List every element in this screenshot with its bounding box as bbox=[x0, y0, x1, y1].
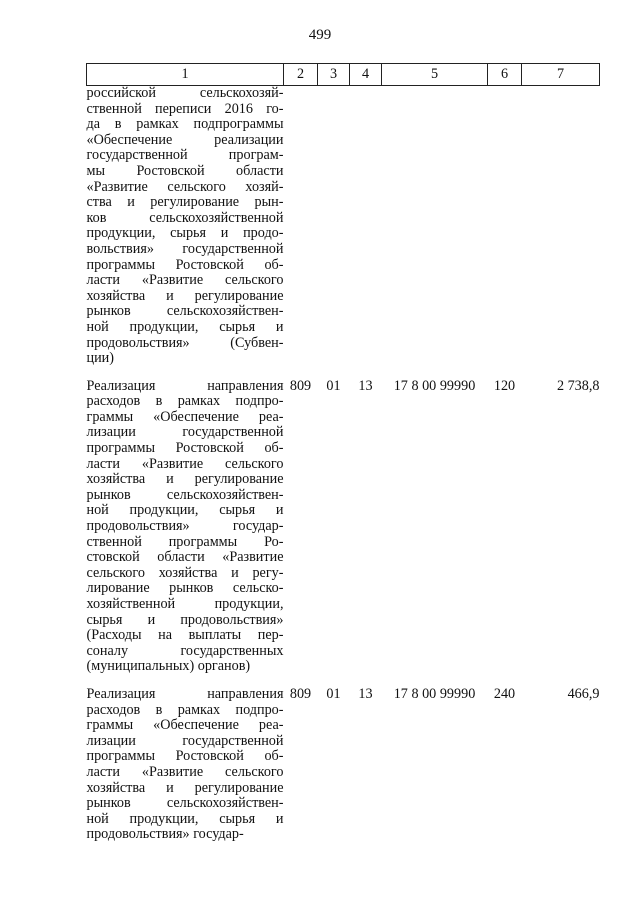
description-line: ции) bbox=[86, 350, 115, 367]
column-header-2: 2 bbox=[284, 64, 318, 86]
description-line: программы Ростовской об- bbox=[86, 440, 284, 457]
description-line: продовольствия» (Субвен- bbox=[86, 334, 284, 351]
amount bbox=[522, 86, 600, 367]
expense-type-code: 240 bbox=[493, 685, 516, 702]
description-line: хозяйства и регулирование bbox=[86, 779, 284, 796]
description-line: лизации государственной bbox=[86, 732, 284, 749]
expense-type-code: 120 bbox=[493, 377, 516, 394]
table-row bbox=[87, 86, 600, 367]
description-line: Реализация направления bbox=[86, 685, 284, 702]
amount: 2 738,8 bbox=[556, 377, 600, 394]
description-line: да в рамках подпрограммы bbox=[86, 116, 284, 133]
description-line: государственной програм- bbox=[86, 147, 284, 164]
target-article-code bbox=[382, 86, 488, 367]
expense-type-code bbox=[488, 86, 522, 367]
description-line: продовольствия» государ- bbox=[86, 826, 244, 843]
description-line: ства и регулирование рын- bbox=[86, 194, 284, 211]
description-line: лизации государственной bbox=[86, 424, 284, 441]
section-code: 01 bbox=[326, 685, 341, 702]
row-description bbox=[87, 379, 284, 675]
description-line: ной продукции, сырья и bbox=[86, 502, 284, 519]
description-line: (Расходы на выплаты пер- bbox=[86, 627, 284, 644]
ministry-code: 809 bbox=[289, 377, 312, 394]
description-line: ласти «Развитие сельского bbox=[86, 272, 284, 289]
description-line: хозяйства и регулирование bbox=[86, 471, 284, 488]
column-header-7: 7 bbox=[522, 64, 600, 86]
row-description bbox=[87, 687, 284, 843]
description-line: мы Ростовской области bbox=[86, 162, 284, 179]
column-header-5: 5 bbox=[382, 64, 488, 86]
ministry-code: 809 bbox=[289, 685, 312, 702]
page-number: 499 bbox=[308, 27, 332, 43]
description-line: хозяйства и регулирование bbox=[86, 287, 284, 304]
amount: 466,9 bbox=[567, 685, 600, 702]
description-line: ласти «Развитие сельского bbox=[86, 455, 284, 472]
table-header-row bbox=[87, 64, 600, 86]
ministry-code bbox=[284, 86, 318, 367]
description-line: программы Ростовской об- bbox=[86, 256, 284, 273]
target-article-code: 17 8 00 99990 bbox=[393, 685, 476, 702]
description-line: программы Ростовской об- bbox=[86, 748, 284, 765]
description-line: хозяйственной продукции, bbox=[86, 596, 284, 612]
table-body bbox=[87, 86, 600, 843]
row-spacer bbox=[87, 367, 600, 379]
column-header-4: 4 bbox=[350, 64, 382, 86]
description-line: ной продукции, сырья и bbox=[86, 318, 284, 335]
description-line: ной продукции, сырья и bbox=[86, 810, 284, 827]
description-line: расходов в рамках подпро- bbox=[86, 393, 284, 410]
description-line: «Обеспечение реализации bbox=[86, 131, 284, 148]
description-line: рынков сельскохозяйствен- bbox=[86, 795, 284, 812]
description-line: граммы «Обеспечение реа- bbox=[86, 717, 284, 734]
description-line: расходов в рамках подпро- bbox=[86, 701, 284, 718]
description-line: рынков сельскохозяйствен- bbox=[86, 486, 284, 503]
column-header-6: 6 bbox=[488, 64, 522, 86]
row-description bbox=[87, 86, 284, 367]
target-article-code: 17 8 00 99990 bbox=[393, 377, 476, 394]
row-spacer-cell bbox=[87, 367, 600, 379]
description-line: ков сельскохозяйственной bbox=[86, 209, 284, 226]
table-row bbox=[87, 687, 600, 843]
column-header-3: 3 bbox=[318, 64, 350, 86]
subsection-code: 13 bbox=[358, 685, 373, 702]
table-row bbox=[87, 379, 600, 675]
description-line: «Развитие сельского хозяй- bbox=[86, 178, 284, 195]
description-line: Реализация направления bbox=[86, 377, 284, 394]
description-line: сельского хозяйства и регу- bbox=[86, 564, 284, 581]
description-line: рынков сельскохозяйствен- bbox=[86, 303, 284, 320]
description-line: российской сельскохозяй- bbox=[86, 85, 284, 101]
description-line: ственной переписи 2016 го- bbox=[86, 100, 284, 117]
description-line: ласти «Развитие сельского bbox=[86, 763, 284, 780]
description-line: ственной программы Ро- bbox=[86, 533, 284, 550]
description-line: соналу государственных bbox=[86, 642, 284, 659]
description-line: сырья и продовольствия» bbox=[86, 611, 284, 628]
description-line: (муниципальных) органов) bbox=[86, 658, 251, 675]
description-line: продукции, сырья и продо- bbox=[86, 225, 284, 242]
description-line: вольствия» государственной bbox=[86, 240, 284, 257]
section-code bbox=[318, 86, 350, 367]
section-code: 01 bbox=[326, 377, 341, 394]
description-line: лирование рынков сельско- bbox=[86, 580, 284, 597]
budget-table bbox=[86, 63, 600, 843]
description-line: продовольствия» государ- bbox=[86, 518, 284, 535]
description-line: граммы «Обеспечение реа- bbox=[86, 408, 284, 425]
description-line: стовской области «Развитие bbox=[86, 549, 284, 566]
subsection-code: 13 bbox=[358, 377, 373, 394]
subsection-code bbox=[350, 86, 382, 367]
column-header-1: 1 bbox=[87, 64, 284, 86]
